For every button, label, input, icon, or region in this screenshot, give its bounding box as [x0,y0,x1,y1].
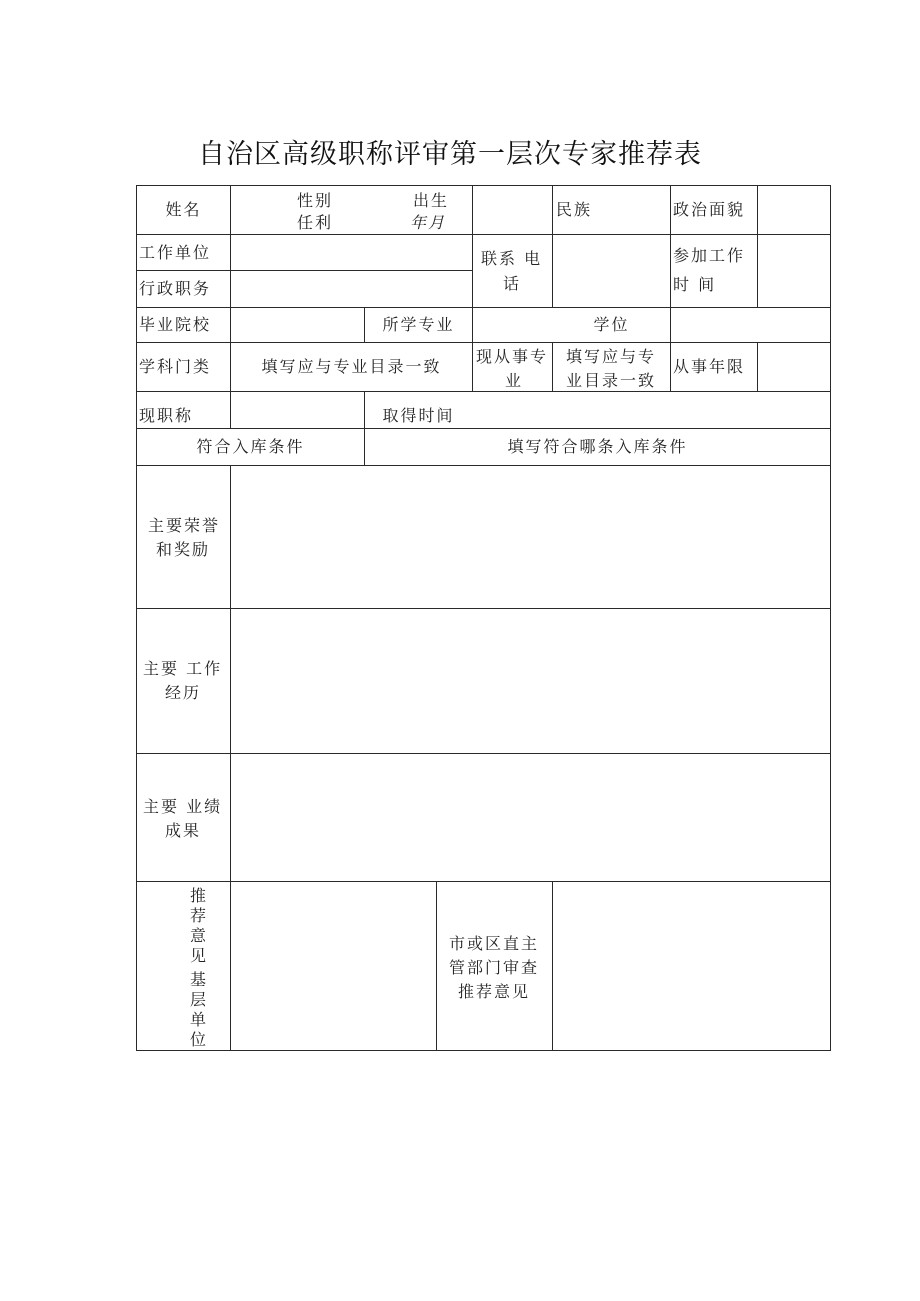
ethnicity-label: 民族 [556,200,593,219]
col-line [436,881,437,1051]
work-start-label: 参加工作 [673,246,746,265]
work-start-field[interactable] [758,235,830,307]
years-in-field-field[interactable] [758,343,830,391]
birth-label: 出生 [413,191,450,210]
admin-post-field[interactable] [231,271,472,307]
achievements-label: 主要 业绩 [143,797,223,816]
city-review-label: 市或区直主 [449,934,540,953]
major-label: 所学专业 [382,315,455,334]
work-start-label-2: 时 间 [673,275,717,294]
current-title-label: 现职称 [139,406,194,425]
name-label: 姓名 [165,200,202,219]
work-history-label: 主要 工作 [143,659,223,678]
work-history-label-2: 经历 [165,683,202,702]
current-field-hint[interactable]: 填写应与专 [566,347,657,366]
col-line [552,342,553,392]
page-title: 自治区高级职称评审第一层次专家推荐表 [198,139,702,170]
criteria-field[interactable]: 填写符合哪条入库条件 [507,437,688,456]
current-field-label-2: 业 [505,371,524,390]
gender-sub-label: 任利 [297,213,334,232]
honors-label: 主要荣誉 [148,516,221,535]
work-unit-field[interactable] [231,235,472,270]
honors-field[interactable] [231,466,830,608]
contact-phone-label: 联系 电 [481,249,543,268]
obtained-time-field[interactable] [473,392,830,428]
birth-date-field[interactable] [473,186,552,234]
col-line [136,185,137,1051]
discipline-label: 学科门类 [139,357,212,376]
city-review-label-2: 管部门审查 [449,958,540,977]
current-title-field[interactable] [231,392,364,428]
school-field[interactable] [231,308,364,342]
degree-field[interactable] [671,308,830,342]
col-line [670,185,671,308]
gender-label: 性别 [297,191,334,210]
admin-post-label: 行政职务 [139,279,212,298]
col-line [830,185,831,1051]
criteria-label: 符合入库条件 [196,437,305,456]
achievements-field[interactable] [231,754,830,881]
city-review-opinion-field[interactable] [553,882,830,1050]
years-in-field-label: 从事年限 [673,357,746,376]
major-field[interactable] [473,308,552,342]
contact-phone-label-2: 话 [503,274,522,293]
political-status-field[interactable] [758,186,830,234]
work-history-field[interactable] [231,609,830,753]
base-unit-label: 基层单位 [189,970,206,1049]
base-unit-opinion-field[interactable] [231,882,436,1050]
honors-label-2: 和奖励 [156,540,211,559]
city-review-label-3: 推荐意见 [458,982,531,1001]
political-status-label: 政治面貌 [673,200,746,219]
obtained-time-label: 取得时间 [382,406,455,425]
current-field-hint-2[interactable]: 业目录一致 [566,371,657,390]
birth-sub-label: 年月 [410,213,447,232]
discipline-field[interactable]: 填写应与专业目录一致 [261,357,442,376]
degree-label: 学位 [593,315,630,334]
work-unit-label: 工作单位 [139,243,212,262]
school-label: 毕业院校 [139,315,212,334]
current-field-label: 现从事专 [476,347,549,366]
achievements-label-2: 成果 [165,821,202,840]
contact-phone-field[interactable] [553,235,670,307]
row-line [136,1050,831,1051]
recommend-opinion-label: 推荐意见 [189,886,206,965]
